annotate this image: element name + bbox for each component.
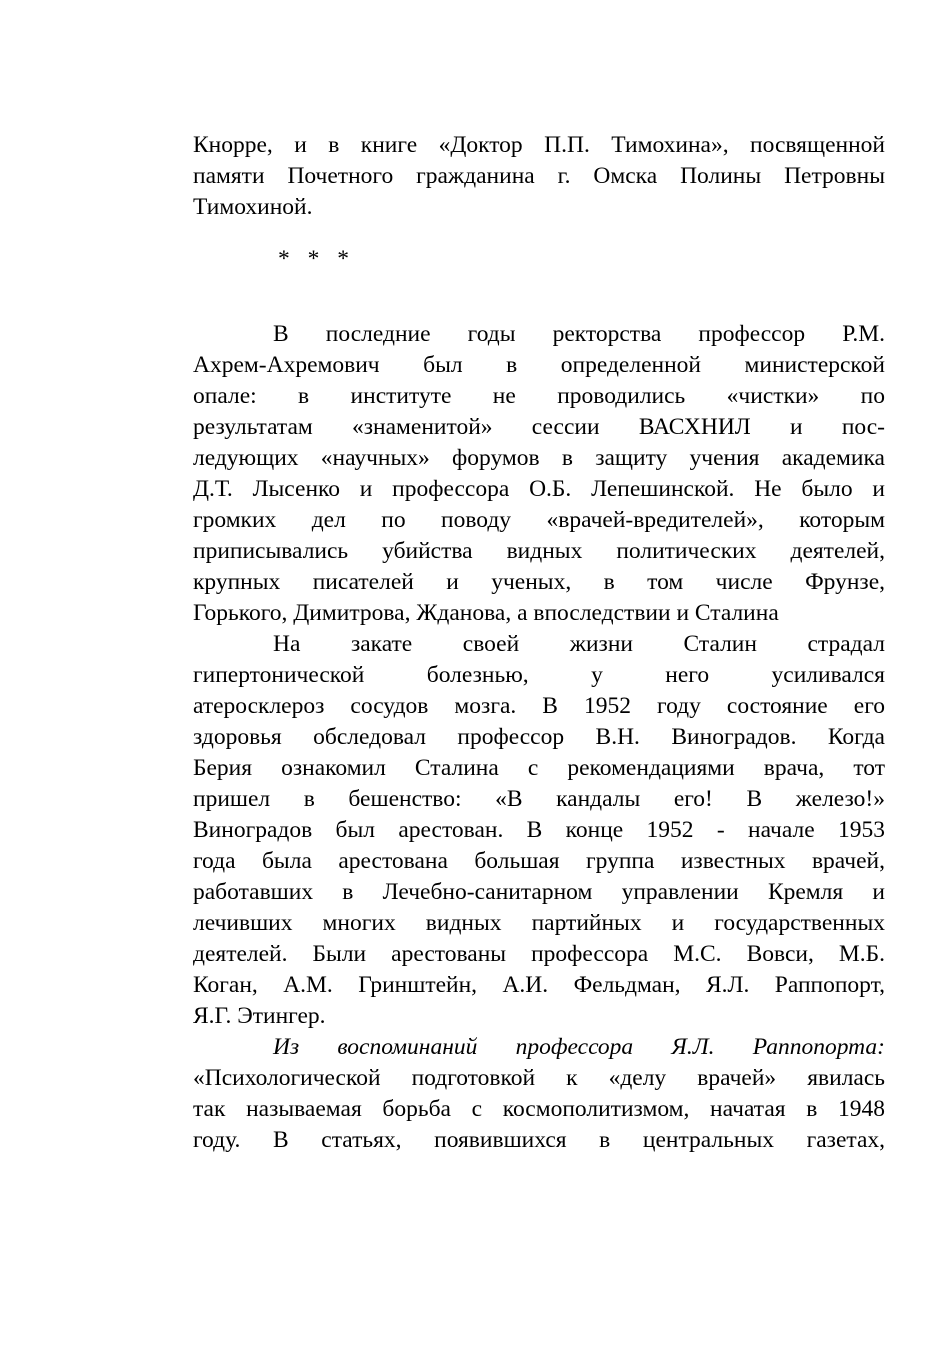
text-line: Д.Т. Лысенко и профессора О.Б. Лепешинской. Не было и: [193, 476, 885, 502]
text-line: Берия ознакомил Сталина с рекомендациями врача, тот: [193, 755, 885, 781]
text-line: Я.Г. Этингер.: [193, 1003, 326, 1029]
text-line: результатам «знаменитой» сессии ВАСХНИЛ и пос-: [193, 414, 885, 440]
text-line: гипертонической болезнью, у него усиливался: [193, 662, 885, 688]
text-line: года была арестована большая группа известных врачей,: [193, 848, 885, 874]
text-line: опале: в институте не проводились «чистки» по: [193, 383, 885, 409]
text-line: Кнорре, и в книге «Доктор П.П. Тимохина», посвященной: [193, 132, 885, 158]
text-line: громких дел по поводу «врачей-вредителей», которым: [193, 507, 885, 533]
text-line: приписывались убийства видных политических деятелей,: [193, 538, 885, 564]
text-line: году. В статьях, появившихся в центральных газетах,: [193, 1127, 885, 1153]
section-separator: * * *: [278, 246, 355, 272]
top-paragraph: [193, 130, 885, 223]
text-line: атеросклероз сосудов мозга. В 1952 году состояние его: [193, 693, 885, 719]
text-line: На закате своей жизни Сталин страдал: [273, 631, 885, 657]
text-line: здоровья обследовал профессор В.Н. Виноградов. Когда: [193, 724, 885, 750]
text-line: Тимохиной.: [193, 194, 313, 220]
text-line: крупных писателей и ученых, в том числе Фрунзе,: [193, 569, 885, 595]
text-line: Коган, А.М. Гринштейн, А.И. Фельдман, Я.Л. Раппопорт,: [193, 972, 885, 998]
text-line: работавших в Лечебно-санитарном управлении Кремля и: [193, 879, 885, 905]
text-line: Виноградов был арестован. В конце 1952 - начале 1953: [193, 817, 885, 843]
text-line: «Психологической подготовкой к «делу врачей» явилась: [193, 1065, 885, 1091]
text-line: лечивших многих видных партийных и государственных: [193, 910, 885, 936]
main-text: [193, 319, 885, 1156]
text-line: деятелей. Были арестованы профессора М.С. Вовси, М.Б.: [193, 941, 885, 967]
text-line: пришел в бешенство: «В кандалы его! В железо!»: [193, 786, 885, 812]
text-line: В последние годы ректорства профессор Р.М.: [273, 321, 885, 347]
text-line: памяти Почетного гражданина г. Омска Полины Петровны: [193, 163, 885, 189]
text-line: Горького, Димитрова, Жданова, а впоследствии и Сталина: [193, 600, 779, 626]
text-line: так называемая борьба с космополитизмом, начатая в 1948: [193, 1096, 885, 1122]
quote-heading: Из воспоминаний профессора Я.Л. Раппопорта:: [273, 1034, 885, 1060]
text-line: ледующих «научных» форумов в защиту учения академика: [193, 445, 885, 471]
text-line: Ахрем-Ахремович был в определенной министерской: [193, 352, 885, 378]
